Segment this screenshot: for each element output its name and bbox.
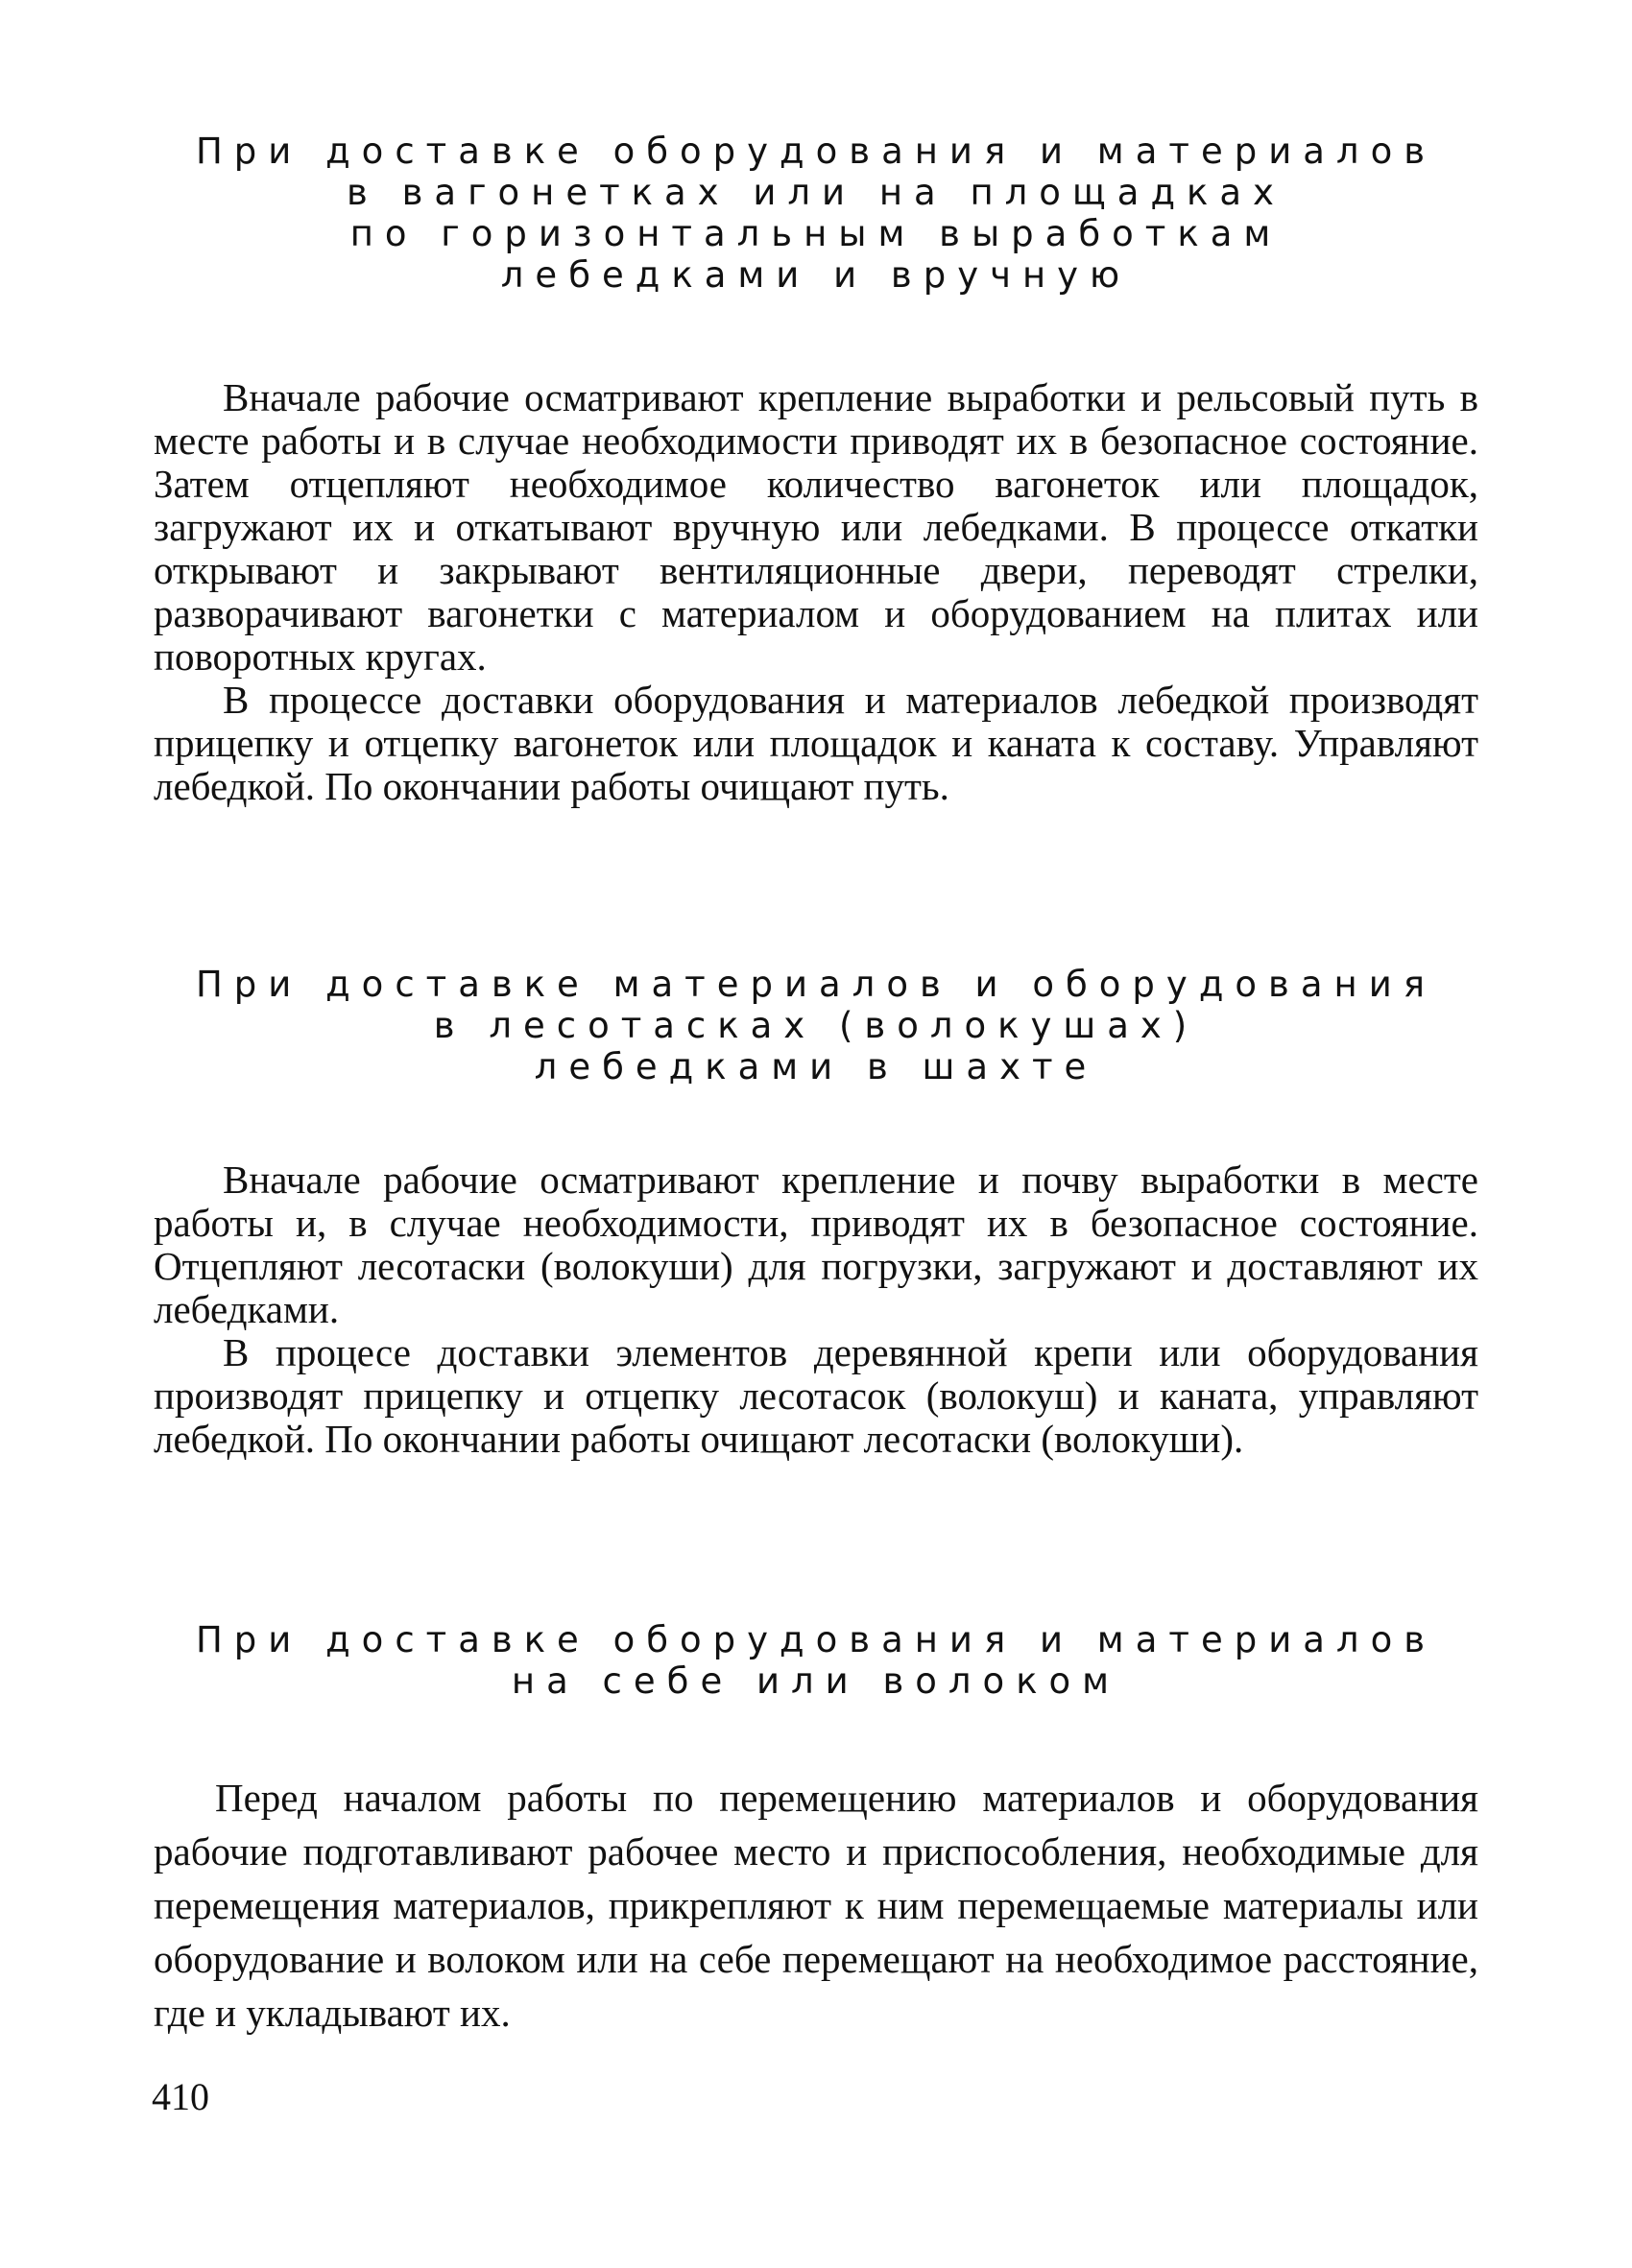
heading-line: по горизонтальным выработкам: [349, 213, 1283, 254]
paragraph: В процесе доставки элементов деревянной крепи или оборудования производят прицепку и отцепку лесотасок (волокуш) и каната, управляют лебедкой. По окончании работы очищают лесотаски (волокуши).: [154, 1330, 1478, 1461]
section-1-body: [154, 376, 1478, 808]
heading-line: При доставке материалов и оборудования: [195, 964, 1437, 1005]
section-1-heading: [154, 131, 1478, 296]
paragraph: В процессе доставки оборудования и материалов лебедкой производят прицепку и отцепку вагонеток или площадок и каната к составу. Управляют лебедкой. По окончании работы очищают путь.: [154, 678, 1478, 808]
paragraph: Вначале рабочие осматривают крепление выработки и рельсовый путь в месте работы и в случае необходимости приводят их в безопасное состояние. Затем отцепляют необходимое количество вагонеток или площадок, загружают их и откатывают вручную или лебедками. В процессе откатки открывают и закрывают вентиляционные двери, переводят стрелки, разворачивают вагонетки с материалом и оборудованием на плитах или поворотных кругах.: [154, 375, 1478, 679]
section-2-heading: [154, 964, 1478, 1087]
paragraph: Вначале рабочие осматривают крепление и почву выработки в месте работы и, в случае необходимости, приводят их в безопасное состояние. Отцепляют лесотаски (волокуши) для погрузки, загружают и доставляют их лебедками.: [154, 1158, 1478, 1331]
heading-line: При доставке оборудования и материалов: [195, 131, 1437, 172]
section-3-heading: [154, 1619, 1478, 1702]
section-2-body: [154, 1158, 1478, 1461]
section-3-body: [154, 1771, 1478, 2040]
paragraph: Перед началом работы по перемещению материалов и оборудования рабочие подготавливают рабочее место и приспособления, необходимые для перемещения материалов, прикрепляют к ним перемещаемые материалы или оборудование и волоком или на себе перемещают на необходимое расстояние, где и укладывают их.: [154, 1776, 1478, 2035]
heading-line: При доставке оборудования и материалов: [195, 1619, 1437, 1660]
heading-line: лебедками в шахте: [534, 1046, 1098, 1087]
heading-line: лебедками и вручную: [500, 254, 1132, 296]
page-number: 410: [152, 2075, 209, 2118]
heading-line: на себе или волоком: [511, 1660, 1121, 1702]
heading-line: в вагонетках или на площадках: [347, 172, 1285, 213]
heading-line: в лесотасках (волокушах): [433, 1005, 1199, 1046]
